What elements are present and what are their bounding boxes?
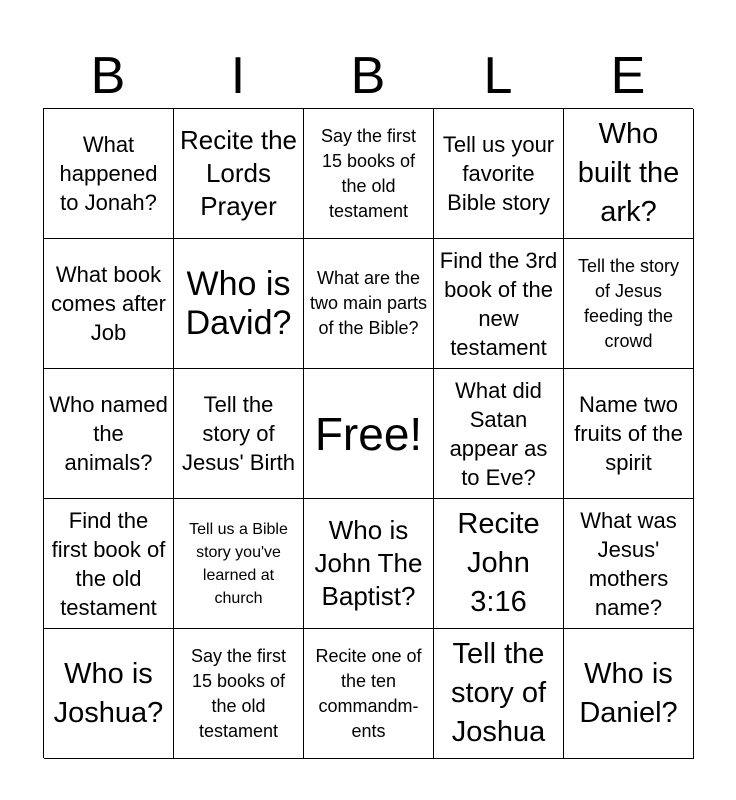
- cell-text: Recite the Lords Prayer: [179, 125, 298, 221]
- cell-text: Tell us a Bible story you've learned at church: [189, 520, 288, 607]
- bingo-cell[interactable]: [174, 629, 304, 759]
- bingo-header: [43, 44, 693, 108]
- bingo-cell[interactable]: [174, 369, 304, 499]
- bingo-cell[interactable]: [44, 369, 174, 499]
- cell-text: Who named the animals?: [49, 392, 168, 475]
- cell-text: Tell the story of Jesus feeding the crowd: [577, 255, 680, 351]
- cell-text: Free!: [314, 407, 423, 460]
- cell-text: Tell the story of Joshua: [450, 638, 547, 748]
- cell-text: What did Satan appear as to Eve?: [449, 377, 548, 490]
- cell-text: Who is Daniel?: [579, 657, 678, 729]
- free-cell[interactable]: [304, 369, 434, 499]
- bingo-cell[interactable]: [304, 109, 434, 239]
- bingo-cell[interactable]: [304, 239, 434, 369]
- bingo-cell[interactable]: [44, 629, 174, 759]
- bingo-cell[interactable]: [44, 499, 174, 629]
- cell-text: Recite John 3:16: [457, 508, 540, 618]
- header-letter-b: B: [90, 47, 126, 105]
- cell-text: What was Jesus' mothers name?: [580, 507, 677, 620]
- header-letter-i: I: [230, 47, 246, 105]
- cell-text: What book comes after Job: [51, 262, 166, 345]
- cell-text: Find the 3rd book of the new testament: [439, 247, 558, 360]
- cell-text: Who is John The Baptist?: [314, 515, 423, 611]
- cell-text: What happened to Jonah?: [59, 132, 158, 215]
- bingo-board: [43, 108, 693, 758]
- cell-text: Recite one of the ten commandm-ents: [315, 645, 422, 741]
- cell-text: Who built the ark?: [577, 118, 680, 228]
- cell-text: Tell us your favorite Bible story: [442, 132, 555, 215]
- bingo-cell[interactable]: [434, 629, 564, 759]
- cell-text: Who is Joshua?: [53, 657, 164, 729]
- cell-text: Say the first 15 books of the old testament: [320, 125, 417, 221]
- bingo-cell[interactable]: [44, 109, 174, 239]
- bingo-cell[interactable]: [434, 499, 564, 629]
- bingo-cell[interactable]: [564, 499, 694, 629]
- bingo-cell[interactable]: [434, 369, 564, 499]
- bingo-cell[interactable]: [174, 239, 304, 369]
- header-letter-l: L: [483, 47, 513, 105]
- bingo-cell[interactable]: [564, 369, 694, 499]
- cell-text: What are the two main parts of the Bible?: [309, 268, 428, 338]
- bingo-cell[interactable]: [304, 499, 434, 629]
- header-letter-b-2: B: [350, 47, 386, 105]
- bingo-cell[interactable]: [434, 239, 564, 369]
- bingo-cell[interactable]: [174, 499, 304, 629]
- bingo-cell[interactable]: [304, 629, 434, 759]
- cell-text: Tell the story of Jesus' Birth: [181, 392, 296, 475]
- bingo-cell[interactable]: [44, 239, 174, 369]
- bingo-cell[interactable]: [564, 239, 694, 369]
- bingo-cell[interactable]: [564, 629, 694, 759]
- cell-text: Find the first book of the old testament: [51, 507, 166, 620]
- bingo-cell[interactable]: [174, 109, 304, 239]
- bingo-cell[interactable]: [434, 109, 564, 239]
- header-letter-e: E: [610, 47, 646, 105]
- cell-text: Say the first 15 books of the old testament: [190, 645, 287, 741]
- cell-text: Name two fruits of the spirit: [574, 392, 683, 475]
- cell-text: Who is David?: [185, 264, 292, 342]
- bingo-cell[interactable]: [564, 109, 694, 239]
